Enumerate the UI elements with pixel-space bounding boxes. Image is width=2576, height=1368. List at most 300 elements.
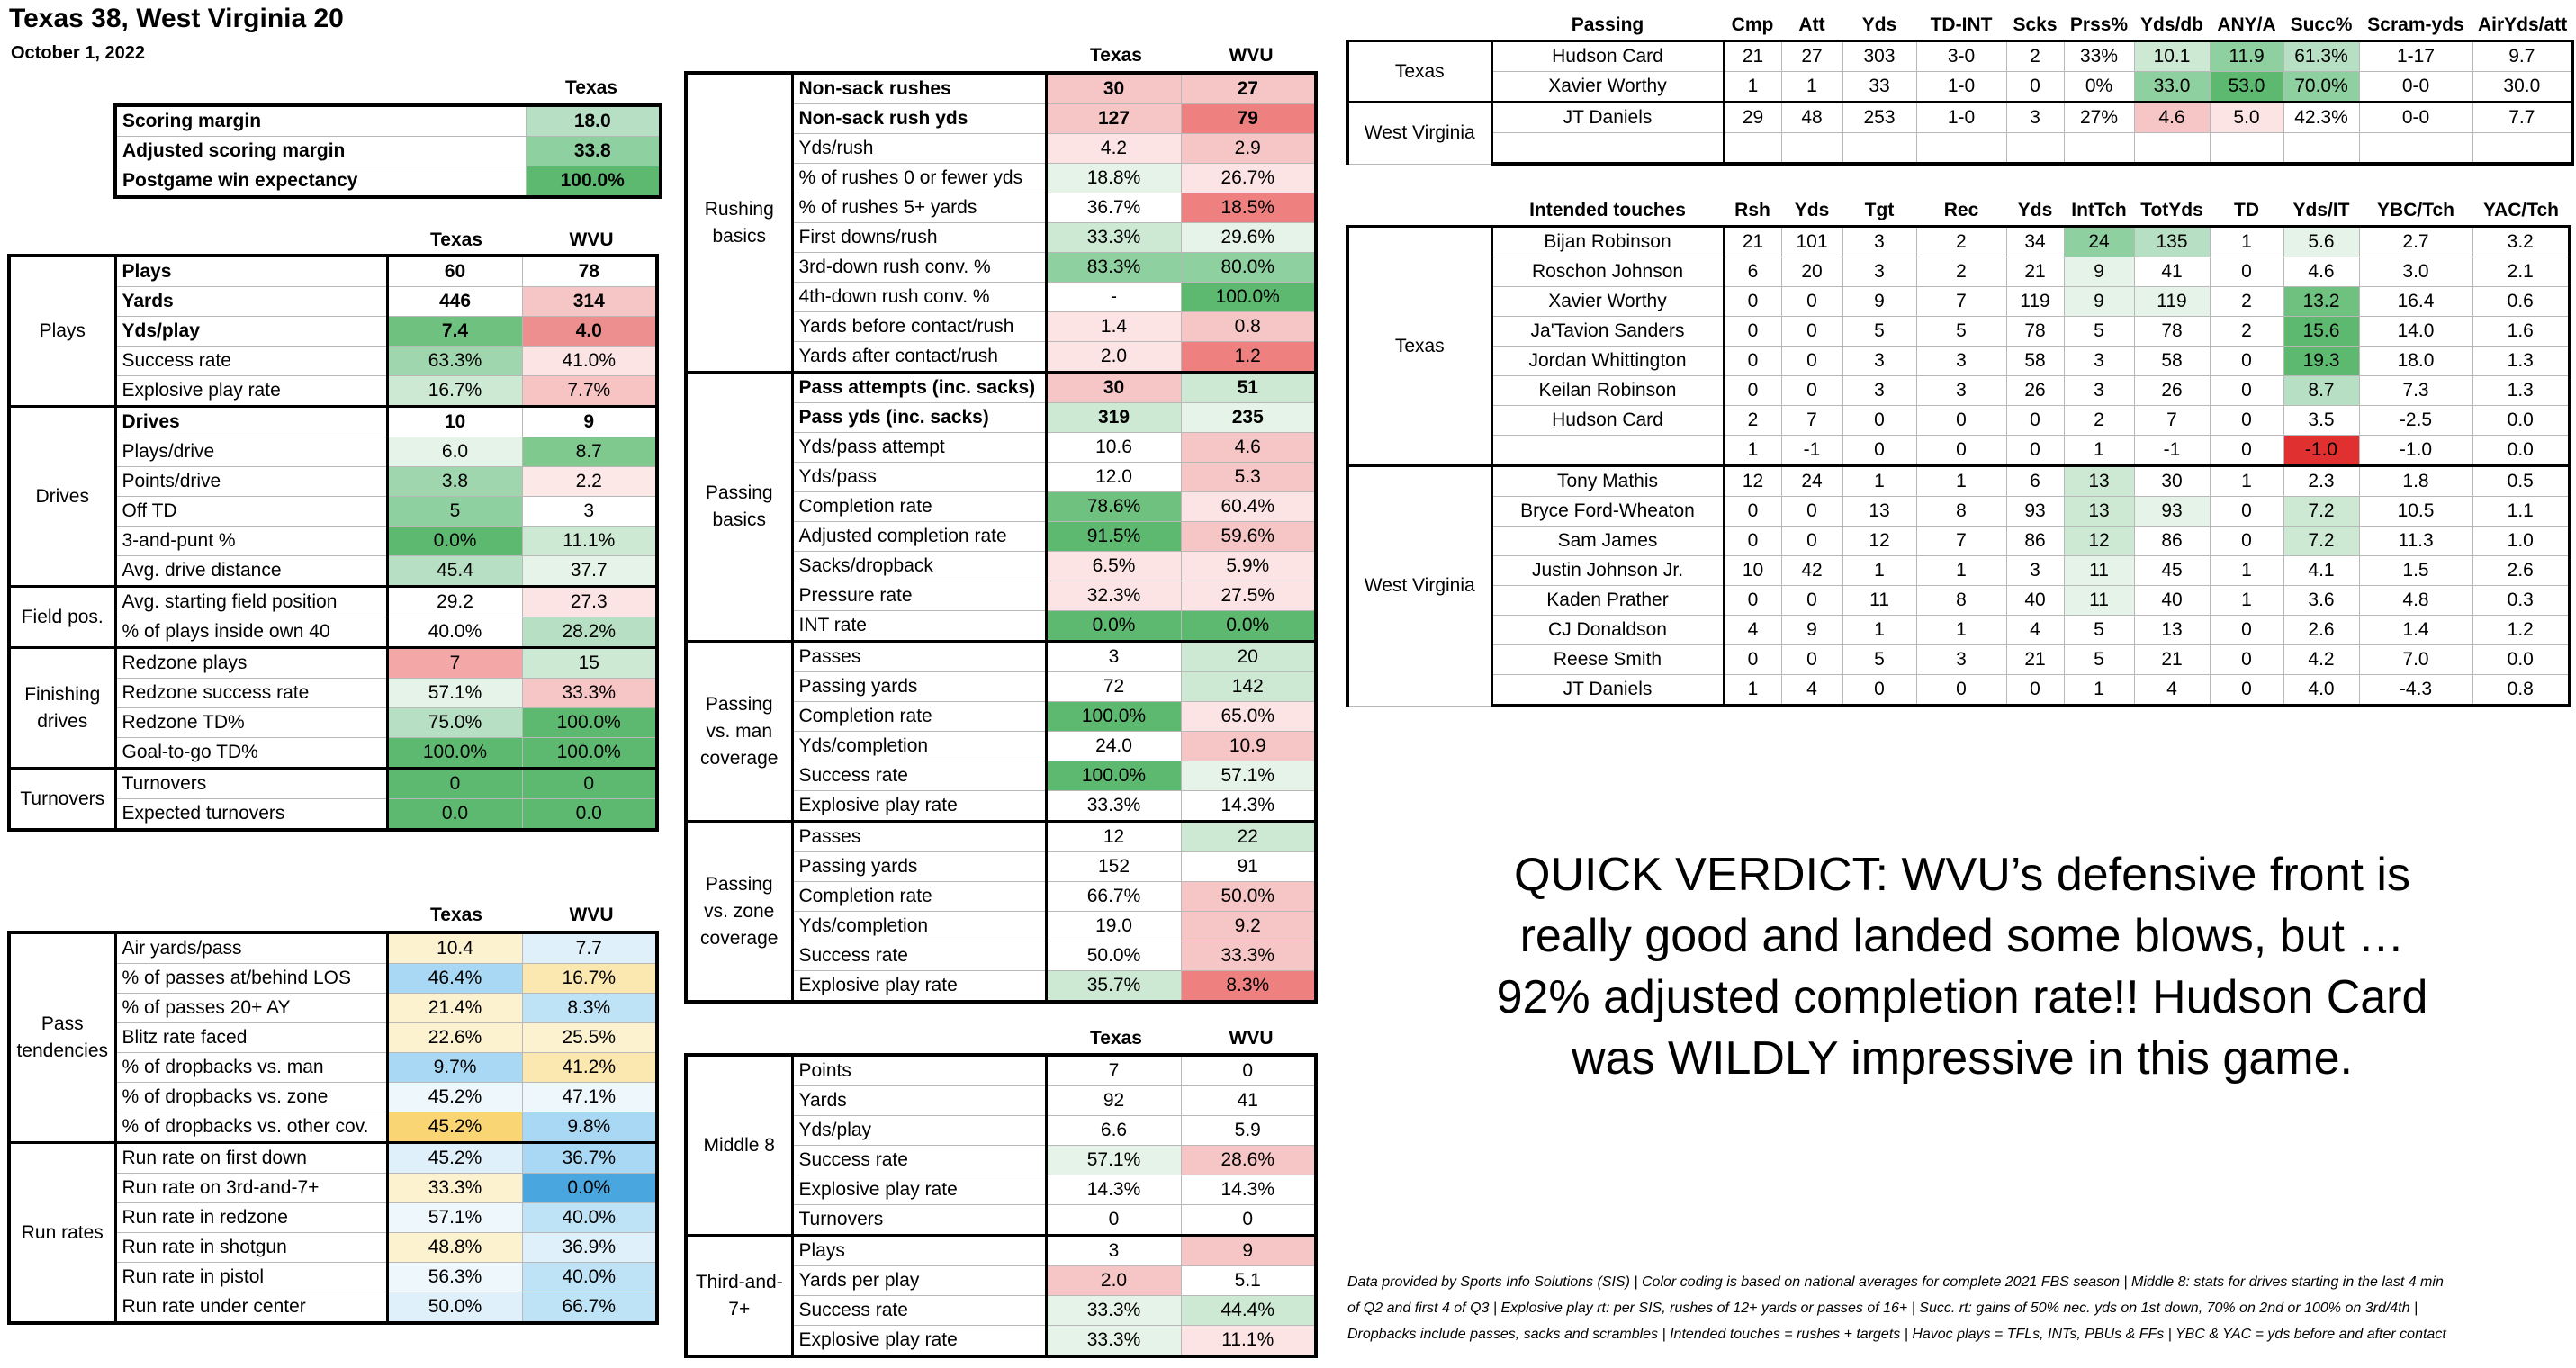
player-stat: 5 bbox=[2064, 317, 2134, 346]
player-row bbox=[1347, 497, 2570, 526]
player-stat: 5 bbox=[2064, 645, 2134, 675]
stat-value-texas: 45.2% bbox=[387, 1083, 522, 1112]
stat-value-texas: 10 bbox=[387, 407, 522, 437]
rush-pass-table bbox=[684, 71, 1318, 1004]
player-row bbox=[1347, 103, 2572, 133]
player-stat: 0 bbox=[1724, 526, 1781, 556]
stat-value-wvu: 1.2 bbox=[1181, 342, 1316, 373]
stat-value-texas: 33.3% bbox=[1046, 223, 1181, 253]
player-stat: 24 bbox=[2064, 227, 2134, 257]
player-name: Justin Johnson Jr. bbox=[1491, 556, 1724, 586]
player-stat: 1 bbox=[2210, 227, 2283, 257]
player-stat: 2 bbox=[2210, 287, 2283, 317]
stat-value-wvu: 28.6% bbox=[1181, 1146, 1316, 1175]
table-row bbox=[9, 587, 657, 617]
stat-label: Adjusted completion rate bbox=[792, 522, 1046, 552]
player-stat: 4 bbox=[1724, 616, 1781, 645]
stat-value-wvu: 10.9 bbox=[1181, 732, 1316, 761]
player-stat: 9 bbox=[1781, 616, 1842, 645]
player-stat: 3 bbox=[2006, 103, 2064, 133]
column-header: Scram-yds bbox=[2367, 14, 2464, 35]
stat-label: Non-sack rushes bbox=[792, 73, 1046, 104]
player-name: JT Daniels bbox=[1491, 103, 1724, 133]
stat-label: Passes bbox=[792, 822, 1046, 852]
table-row bbox=[115, 137, 661, 166]
player-row bbox=[1347, 616, 2570, 645]
player-stat: 119 bbox=[2006, 287, 2064, 317]
player-stat: 3 bbox=[1916, 645, 2006, 675]
stat-value-texas: 18.8% bbox=[1046, 164, 1181, 194]
stat-value-wvu: 4.6 bbox=[1181, 433, 1316, 463]
stat-label: Completion rate bbox=[792, 882, 1046, 912]
group-label: Passing basics bbox=[686, 373, 792, 642]
player-stat: 24 bbox=[1781, 466, 1842, 497]
group-label: Rushing basics bbox=[686, 73, 792, 373]
player-stat: 0-0 bbox=[2359, 72, 2472, 103]
stat-label: Redzone TD% bbox=[115, 708, 387, 738]
player-stat: 13.2 bbox=[2283, 287, 2359, 317]
stat-value-texas: 57.1% bbox=[1046, 1146, 1181, 1175]
player-stat bbox=[1724, 133, 1781, 165]
stat-label: Pass yds (inc. sacks) bbox=[792, 403, 1046, 433]
player-stat: -1 bbox=[1781, 436, 1842, 466]
stat-value-wvu: 11.1% bbox=[522, 526, 657, 556]
stat-value-wvu: 2.2 bbox=[522, 467, 657, 497]
player-stat: -1.0 bbox=[2359, 436, 2472, 466]
stat-label: Passing yards bbox=[792, 672, 1046, 702]
player-stat: 3 bbox=[1842, 227, 1916, 257]
stat-value-texas: 3 bbox=[1046, 642, 1181, 672]
header-row bbox=[1347, 11, 2572, 41]
stat-value-wvu: 27.5% bbox=[1181, 581, 1316, 611]
player-stat: 86 bbox=[2006, 526, 2064, 556]
stat-label: Run rate in pistol bbox=[115, 1263, 387, 1292]
player-stat: 5 bbox=[1842, 317, 1916, 346]
player-stat: 93 bbox=[2006, 497, 2064, 526]
stat-label: % of dropbacks vs. man bbox=[115, 1053, 387, 1083]
player-stat: 58 bbox=[2006, 346, 2064, 376]
player-stat: 5.0 bbox=[2210, 103, 2283, 133]
player-stat: 0 bbox=[2006, 436, 2064, 466]
player-stat: 0.3 bbox=[2472, 586, 2570, 616]
player-stat bbox=[2006, 133, 2064, 165]
stat-value-texas: 40.0% bbox=[387, 617, 522, 648]
header-cell bbox=[1347, 11, 1491, 41]
table-row bbox=[9, 648, 657, 679]
player-stat: 1.6 bbox=[2472, 317, 2570, 346]
player-stat: 0 bbox=[1724, 317, 1781, 346]
header-cell bbox=[1347, 196, 1491, 227]
player-stat: 0 bbox=[2210, 497, 2283, 526]
player-stat: 3.6 bbox=[2283, 586, 2359, 616]
player-stat: 253 bbox=[1842, 103, 1916, 133]
stat-value-texas: 12 bbox=[1046, 822, 1181, 852]
player-stat: 4.6 bbox=[2134, 103, 2210, 133]
team-label: Texas bbox=[1347, 227, 1491, 466]
player-stat: 1 bbox=[1916, 616, 2006, 645]
stat-value-wvu: 14.3% bbox=[1181, 791, 1316, 822]
player-stat: 7 bbox=[2134, 406, 2210, 436]
stat-label: Explosive play rate bbox=[115, 376, 387, 407]
stat-label: Explosive play rate bbox=[792, 1326, 1046, 1357]
player-stat: 0.5 bbox=[2472, 466, 2570, 497]
stat-value-wvu: 20 bbox=[1181, 642, 1316, 672]
stat-value-texas: 6.6 bbox=[1046, 1116, 1181, 1146]
player-stat: 0 bbox=[1724, 346, 1781, 376]
stat-label: Turnovers bbox=[792, 1205, 1046, 1236]
stat-label: Yds/play bbox=[792, 1116, 1046, 1146]
player-stat: 0 bbox=[2006, 406, 2064, 436]
player-stat: 1-17 bbox=[2359, 41, 2472, 72]
player-stat: 6 bbox=[1724, 257, 1781, 287]
player-stat: 11 bbox=[1842, 586, 1916, 616]
group-label: Run rates bbox=[9, 1143, 115, 1324]
stat-label: Points/drive bbox=[115, 467, 387, 497]
player-stat: 8.7 bbox=[2283, 376, 2359, 406]
group-label: Pass tendencies bbox=[9, 932, 115, 1143]
player-stat: 0 bbox=[1781, 645, 1842, 675]
stat-value-wvu: 0.0% bbox=[1181, 611, 1316, 642]
stat-label: % of dropbacks vs. zone bbox=[115, 1083, 387, 1112]
player-stat: 1 bbox=[1916, 556, 2006, 586]
col-header-texas: Texas bbox=[1090, 1028, 1142, 1048]
stat-value-wvu: 18.5% bbox=[1181, 194, 1316, 223]
player-stat: 70.0% bbox=[2283, 72, 2359, 103]
player-stat: 29 bbox=[1724, 103, 1781, 133]
player-stat: 6 bbox=[2006, 466, 2064, 497]
stat-value-texas: 446 bbox=[387, 287, 522, 317]
stat-value-texas: 319 bbox=[1046, 403, 1181, 433]
stat-value-texas: 14.3% bbox=[1046, 1175, 1181, 1205]
player-name: Xavier Worthy bbox=[1491, 72, 1724, 103]
stat-label: Run rate in redzone bbox=[115, 1203, 387, 1233]
player-stat: 2 bbox=[2210, 317, 2283, 346]
stat-value-wvu: 5.3 bbox=[1181, 463, 1316, 492]
player-stat: 4.8 bbox=[2359, 586, 2472, 616]
column-header: TD-INT bbox=[1930, 14, 1993, 35]
stat-value-wvu: 91 bbox=[1181, 852, 1316, 882]
player-stat: 0 bbox=[2210, 616, 2283, 645]
stat-value-texas: 32.3% bbox=[1046, 581, 1181, 611]
stat-value-wvu: 78 bbox=[522, 256, 657, 287]
stat-label: Turnovers bbox=[115, 769, 387, 799]
stat-label: Yds/pass bbox=[792, 463, 1046, 492]
stat-label: Yds/rush bbox=[792, 134, 1046, 164]
player-row bbox=[1347, 317, 2570, 346]
team-label: West Virginia bbox=[1347, 466, 1491, 706]
player-stat: 34 bbox=[2006, 227, 2064, 257]
player-stat: 0 bbox=[2006, 675, 2064, 706]
stat-value-wvu: 41.0% bbox=[522, 346, 657, 376]
stat-value-texas: 0 bbox=[387, 769, 522, 799]
stat-label: Run rate on first down bbox=[115, 1143, 387, 1174]
stat-value-texas: 35.7% bbox=[1046, 971, 1181, 1003]
player-row bbox=[1347, 287, 2570, 317]
stat-label: Pressure rate bbox=[792, 581, 1046, 611]
stat-value-wvu: 100.0% bbox=[522, 708, 657, 738]
player-stat: 21 bbox=[2134, 645, 2210, 675]
quick-verdict bbox=[1368, 844, 2556, 1089]
player-stat: 2.6 bbox=[2283, 616, 2359, 645]
stat-value-texas: 45.4 bbox=[387, 556, 522, 587]
player-stat: 1.3 bbox=[2472, 346, 2570, 376]
player-name: Sam James bbox=[1491, 526, 1724, 556]
stat-value-wvu: 33.3% bbox=[1181, 941, 1316, 971]
stat-label: 3rd-down rush conv. % bbox=[792, 253, 1046, 283]
col-header-wvu: WVU bbox=[1229, 45, 1274, 66]
player-stat: 21 bbox=[2006, 257, 2064, 287]
player-stat: 41 bbox=[2134, 257, 2210, 287]
player-stat: 14.0 bbox=[2359, 317, 2472, 346]
player-stat: 48 bbox=[1781, 103, 1842, 133]
player-stat: 0.6 bbox=[2472, 287, 2570, 317]
player-stat: 10.1 bbox=[2134, 41, 2210, 72]
player-stat: 0 bbox=[2210, 257, 2283, 287]
stat-label: Air yards/pass bbox=[115, 932, 387, 964]
stat-value-wvu: 9 bbox=[1181, 1236, 1316, 1266]
player-stat: 78 bbox=[2006, 317, 2064, 346]
player-stat: 7 bbox=[1916, 526, 2006, 556]
player-stat bbox=[2134, 133, 2210, 165]
player-row bbox=[1347, 645, 2570, 675]
player-stat: 13 bbox=[2134, 616, 2210, 645]
stat-value-texas: 5 bbox=[387, 497, 522, 526]
player-row bbox=[1347, 556, 2570, 586]
stat-value-texas: 30 bbox=[1046, 73, 1181, 104]
player-stat: 3.2 bbox=[2472, 227, 2570, 257]
player-stat: 3 bbox=[1916, 346, 2006, 376]
player-stat: 303 bbox=[1842, 41, 1916, 72]
player-stat: 42 bbox=[1781, 556, 1842, 586]
stat-value-texas: 33.3% bbox=[387, 1174, 522, 1203]
player-row bbox=[1347, 586, 2570, 616]
player-stat: 58 bbox=[2134, 346, 2210, 376]
stat-label: Goal-to-go TD% bbox=[115, 738, 387, 769]
stat-value-wvu: 16.7% bbox=[522, 964, 657, 994]
player-stat: 4.0 bbox=[2283, 675, 2359, 706]
footnote-line: Data provided by Sports Info Solutions (SIS) | Color coding is based on national averages for complete 2021 FBS season | Middle 8: stats for drives starting in the last 4 min bbox=[1347, 1274, 2444, 1290]
stat-value-texas: 48.8% bbox=[387, 1233, 522, 1263]
stat-value-wvu: 0 bbox=[1181, 1205, 1316, 1236]
player-stat: 33% bbox=[2064, 41, 2134, 72]
player-stat: 4 bbox=[2006, 616, 2064, 645]
stat-label: Success rate bbox=[792, 941, 1046, 971]
stat-label: Yds/completion bbox=[792, 732, 1046, 761]
player-stat: 7.0 bbox=[2359, 645, 2472, 675]
stat-value-texas: 3 bbox=[1046, 1236, 1181, 1266]
player-stat: 1 bbox=[1842, 616, 1916, 645]
player-stat: 12 bbox=[1842, 526, 1916, 556]
player-name: Ja'Tavion Sanders bbox=[1491, 317, 1724, 346]
player-stat: 4.1 bbox=[2283, 556, 2359, 586]
group-label: Turnovers bbox=[9, 769, 115, 831]
stat-label: Yards bbox=[115, 287, 387, 317]
player-stat: 0 bbox=[1916, 436, 2006, 466]
stat-value-texas: 100.0% bbox=[1046, 761, 1181, 791]
summary-table bbox=[113, 104, 662, 199]
player-stat: 13 bbox=[2064, 497, 2134, 526]
player-stat: 9.7 bbox=[2472, 41, 2572, 72]
player-stat: 1 bbox=[1724, 436, 1781, 466]
stat-label: % of dropbacks vs. other cov. bbox=[115, 1112, 387, 1143]
player-stat: 7.2 bbox=[2283, 526, 2359, 556]
player-row bbox=[1347, 406, 2570, 436]
player-stat: 1.1 bbox=[2472, 497, 2570, 526]
player-name: Kaden Prather bbox=[1491, 586, 1724, 616]
player-stat: 2.3 bbox=[2283, 466, 2359, 497]
player-stat bbox=[1781, 133, 1842, 165]
stat-label: Yds/pass attempt bbox=[792, 433, 1046, 463]
table-row bbox=[115, 105, 661, 137]
player-stat: 7.2 bbox=[2283, 497, 2359, 526]
column-header: Cmp bbox=[1731, 14, 1774, 35]
table-row bbox=[115, 166, 661, 198]
stat-label: Non-sack rush yds bbox=[792, 104, 1046, 134]
stat-value-wvu: 59.6% bbox=[1181, 522, 1316, 552]
player-row bbox=[1347, 72, 2572, 103]
player-stat bbox=[1842, 133, 1916, 165]
player-stat bbox=[1916, 133, 2006, 165]
stat-value-texas: 0.0 bbox=[387, 799, 522, 831]
player-stat: 93 bbox=[2134, 497, 2210, 526]
stat-label: Success rate bbox=[792, 761, 1046, 791]
stat-value-wvu: 33.3% bbox=[522, 679, 657, 708]
stat-value-wvu: 100.0% bbox=[522, 738, 657, 769]
stat-value-texas: 6.5% bbox=[1046, 552, 1181, 581]
stat-value-wvu: 79 bbox=[1181, 104, 1316, 134]
player-name: Hudson Card bbox=[1491, 406, 1724, 436]
stat-value-texas: 0.0% bbox=[1046, 611, 1181, 642]
stat-label: Yards after contact/rush bbox=[792, 342, 1046, 373]
column-header: YAC/Tch bbox=[2482, 200, 2560, 220]
stat-value-texas: 7 bbox=[387, 648, 522, 679]
stat-value-texas: 127 bbox=[1046, 104, 1181, 134]
verdict-line: QUICK VERDICT: WVU’s defensive front is bbox=[1514, 849, 2410, 901]
player-stat: 21 bbox=[1724, 227, 1781, 257]
verdict-line: really good and landed some blows, but … bbox=[1519, 910, 2405, 962]
stat-value-texas: 24.0 bbox=[1046, 732, 1181, 761]
player-stat: 86 bbox=[2134, 526, 2210, 556]
column-header: Yds/db bbox=[2139, 14, 2203, 35]
stat-value-texas: 30 bbox=[1046, 373, 1181, 403]
player-name: JT Daniels bbox=[1491, 675, 1724, 706]
stat-label: Run rate under center bbox=[115, 1292, 387, 1324]
player-stat: 3-0 bbox=[1916, 41, 2006, 72]
verdict-line: 92% adjusted completion rate!! Hudson Card bbox=[1496, 971, 2428, 1023]
player-stat: 27% bbox=[2064, 103, 2134, 133]
player-stat: 3 bbox=[1842, 346, 1916, 376]
col-header-texas: Texas bbox=[430, 904, 482, 925]
stat-value-wvu: 41.2% bbox=[522, 1053, 657, 1083]
player-stat: 0 bbox=[1781, 526, 1842, 556]
table-row bbox=[686, 1055, 1316, 1086]
stat-label: Sacks/dropback bbox=[792, 552, 1046, 581]
player-stat bbox=[2283, 133, 2359, 165]
stat-value-texas: 92 bbox=[1046, 1086, 1181, 1116]
player-name: Keilan Robinson bbox=[1491, 376, 1724, 406]
player-stat: 3 bbox=[2006, 556, 2064, 586]
player-stat: 1.5 bbox=[2359, 556, 2472, 586]
player-stat: 0 bbox=[2210, 406, 2283, 436]
player-stat: 4.6 bbox=[2283, 257, 2359, 287]
player-stat: 15.6 bbox=[2283, 317, 2359, 346]
stat-label: Postgame win expectancy bbox=[115, 166, 526, 198]
player-stat: 13 bbox=[2064, 466, 2134, 497]
player-stat: 0.0 bbox=[2472, 436, 2570, 466]
player-stat: 18.0 bbox=[2359, 346, 2472, 376]
stat-value: 18.0 bbox=[526, 105, 661, 137]
stat-value-wvu: 29.6% bbox=[1181, 223, 1316, 253]
column-header: Prss% bbox=[2069, 14, 2129, 35]
player-stat: 2 bbox=[1916, 257, 2006, 287]
player-stat: 40 bbox=[2134, 586, 2210, 616]
player-stat: 0 bbox=[1842, 406, 1916, 436]
player-stat: 3.5 bbox=[2283, 406, 2359, 436]
stat-value-texas: 78.6% bbox=[1046, 492, 1181, 522]
player-stat: 12 bbox=[1724, 466, 1781, 497]
game-date: October 1, 2022 bbox=[11, 43, 145, 63]
stat-label: Yards before contact/rush bbox=[792, 312, 1046, 342]
stat-value-texas: 9.7% bbox=[387, 1053, 522, 1083]
stat-value-texas: 152 bbox=[1046, 852, 1181, 882]
player-stat: 0 bbox=[1916, 675, 2006, 706]
stat-value-texas: 57.1% bbox=[387, 679, 522, 708]
player-stat: 3 bbox=[1842, 257, 1916, 287]
col-header-wvu: WVU bbox=[569, 904, 614, 925]
player-stat: 7.7 bbox=[2472, 103, 2572, 133]
player-stat: 9 bbox=[1842, 287, 1916, 317]
player-stat bbox=[2472, 133, 2572, 165]
stat-label: INT rate bbox=[792, 611, 1046, 642]
stat-label: Blitz rate faced bbox=[115, 1023, 387, 1053]
player-stat: 0 bbox=[1781, 497, 1842, 526]
player-row bbox=[1347, 526, 2570, 556]
header-row bbox=[1347, 196, 2570, 227]
stat-value-wvu: 11.1% bbox=[1181, 1326, 1316, 1357]
group-label: Third-and-7+ bbox=[686, 1236, 792, 1357]
player-stat: 11.3 bbox=[2359, 526, 2472, 556]
page-title: Texas 38, West Virginia 20 bbox=[9, 4, 344, 33]
stat-value-wvu: 8.3% bbox=[522, 994, 657, 1023]
group-label: Middle 8 bbox=[686, 1055, 792, 1236]
passing-table bbox=[1346, 11, 2574, 166]
column-header: AirYds/att bbox=[2478, 14, 2568, 35]
table-row bbox=[9, 256, 657, 287]
column-header: Succ% bbox=[2290, 14, 2353, 35]
player-stat: 1.3 bbox=[2472, 376, 2570, 406]
player-row bbox=[1347, 466, 2570, 497]
stat-label: First downs/rush bbox=[792, 223, 1046, 253]
player-stat: 26 bbox=[2134, 376, 2210, 406]
player-stat: 1.4 bbox=[2359, 616, 2472, 645]
tendencies-table bbox=[7, 931, 659, 1325]
table-row bbox=[686, 1236, 1316, 1266]
stat-label: Run rate in shotgun bbox=[115, 1233, 387, 1263]
stat-value-texas: 12.0 bbox=[1046, 463, 1181, 492]
stat-label: Redzone plays bbox=[115, 648, 387, 679]
player-stat: 26 bbox=[2006, 376, 2064, 406]
player-stat: 1 bbox=[2064, 675, 2134, 706]
stat-value-texas: 6.0 bbox=[387, 437, 522, 467]
player-stat: 0 bbox=[2210, 675, 2283, 706]
stat-value-texas: 33.3% bbox=[1046, 1326, 1181, 1357]
stat-label: Run rate on 3rd-and-7+ bbox=[115, 1174, 387, 1203]
player-stat: 11 bbox=[2064, 556, 2134, 586]
stat-value-texas: 100.0% bbox=[1046, 702, 1181, 732]
stat-value-texas: 0 bbox=[1046, 1205, 1181, 1236]
player-stat: 7.3 bbox=[2359, 376, 2472, 406]
stat-value-wvu: 9 bbox=[522, 407, 657, 437]
